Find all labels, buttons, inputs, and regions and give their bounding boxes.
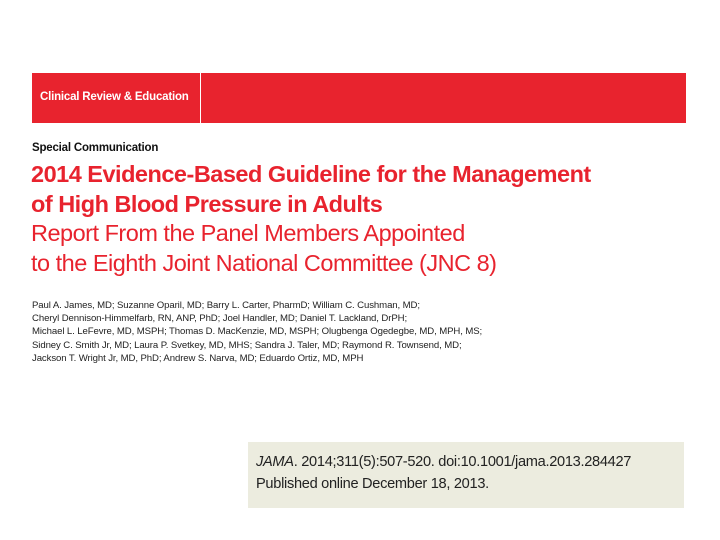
title-line-1: 2014 Evidence-Based Guideline for the Management xyxy=(31,161,591,187)
author-line: Sidney C. Smith Jr, MD; Laura P. Svetkey, MD, MHS; Sandra J. Taler, MD; Raymond R. Townsend, MD; xyxy=(32,339,462,351)
section-banner xyxy=(32,73,686,123)
citation-reference xyxy=(256,454,631,470)
author-line: Paul A. James, MD; Suzanne Oparil, MD; Barry L. Carter, PharmD; William C. Cushman, MD; xyxy=(32,300,420,311)
author-line: Cheryl Dennison-Himmelfarb, RN, ANP, PhD; Joel Handler, MD; Daniel T. Lackland, DrPH; xyxy=(32,313,408,325)
article-type-label: Special Communication xyxy=(32,142,159,154)
citation-box xyxy=(248,442,684,508)
author-line: Michael L. LeFevre, MD, MSPH; Thomas D. MacKenzie, MD, MSPH; Olugbenga Ogedegbe, MD, MPH, MS; xyxy=(32,326,483,338)
banner-divider xyxy=(200,73,201,123)
article-title xyxy=(31,160,691,278)
author-list xyxy=(32,299,532,365)
subtitle-line-2: to the Eighth Joint National Committee (JNC 8) xyxy=(31,249,497,276)
banner-label: Clinical Review & Education xyxy=(40,91,189,103)
author-line: Jackson T. Wright Jr, MD, PhD; Andrew S. Narva, MD; Eduardo Ortiz, MD, MPH xyxy=(32,352,364,364)
journal-name: JAMA xyxy=(256,454,294,470)
title-line-2: of High Blood Pressure in Adults xyxy=(31,190,383,217)
citation-details: . 2014;311(5):507-520. doi:10.1001/jama.2013.284427 xyxy=(293,454,632,470)
subtitle-line-1: Report From the Panel Members Appointed xyxy=(31,220,465,246)
publication-date: Published online December 18, 2013. xyxy=(256,476,489,492)
